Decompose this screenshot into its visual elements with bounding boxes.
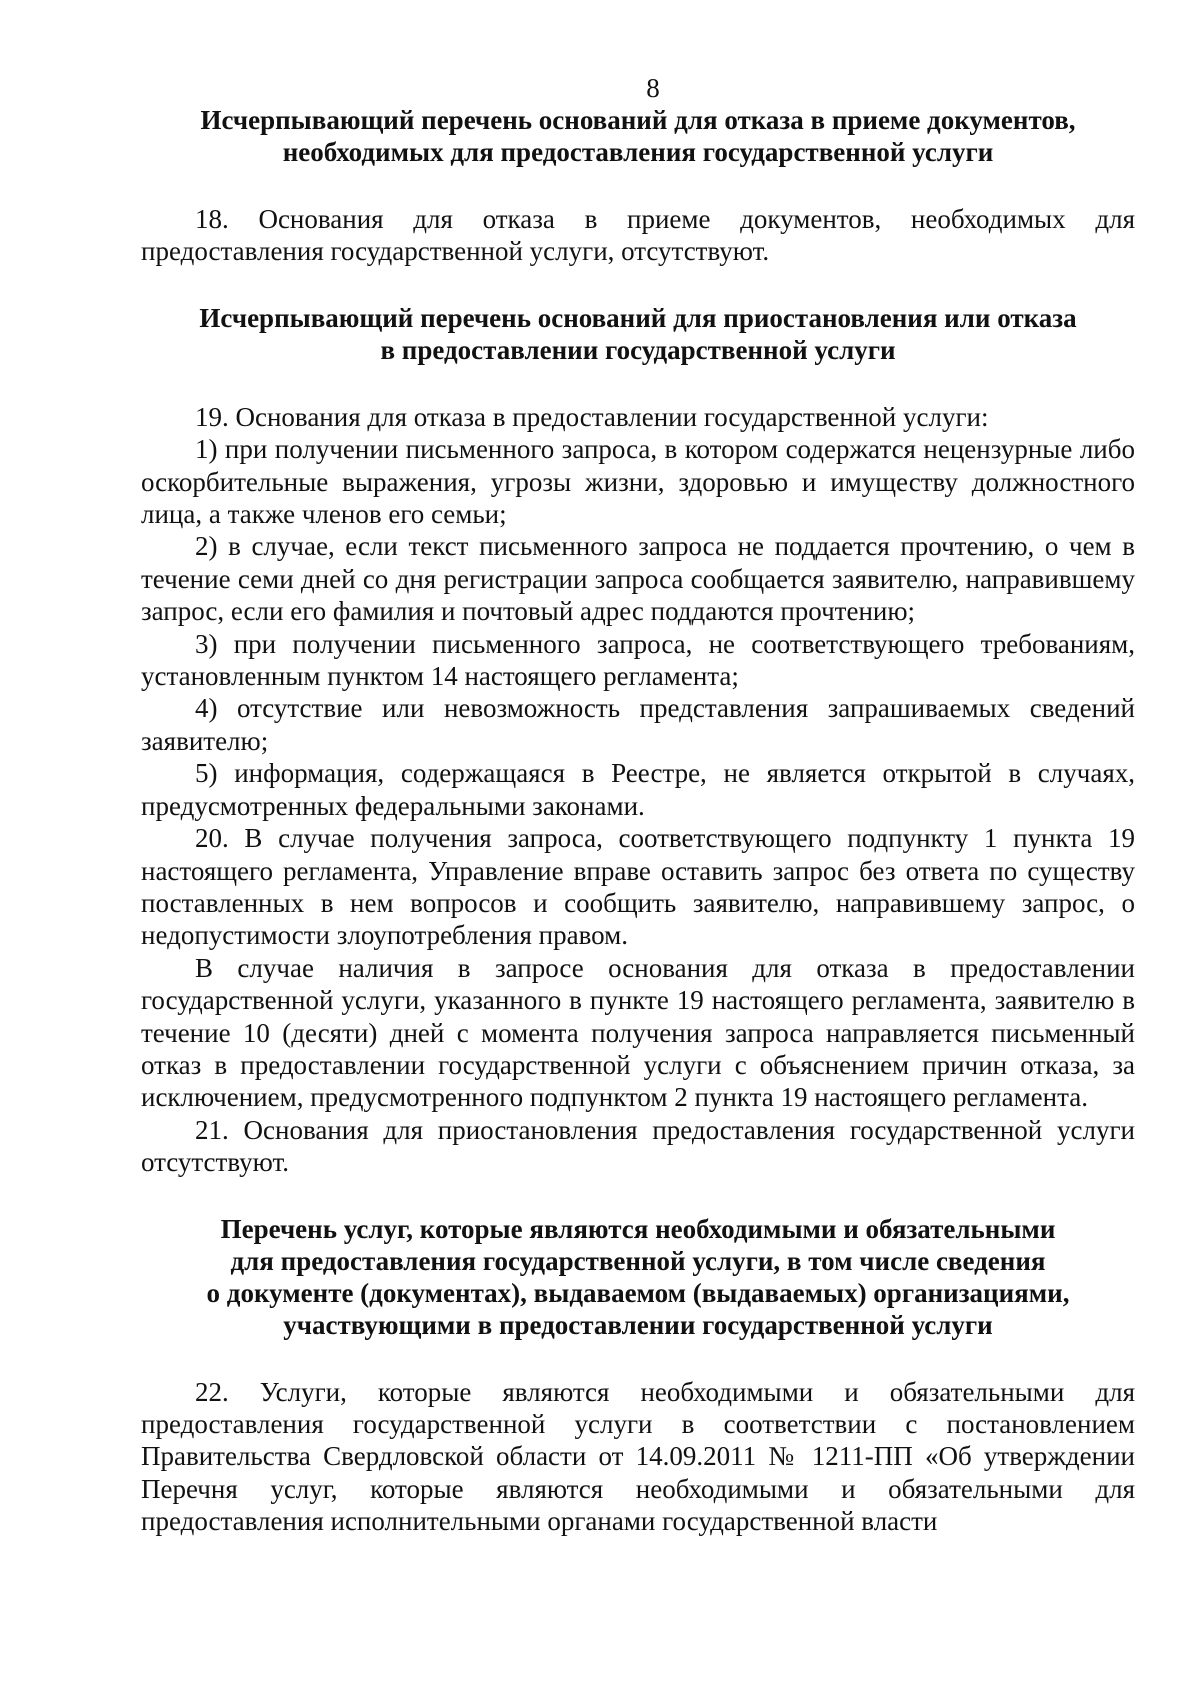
paragraph-22: 22. Услуги, которые являются необходимыми и обязательными для предоставления государственной услуги в соответствии с постановлением Правительства Свердловской области от 14.09.2011 № 1211-ПП «Об утверждении Перечня услуг, которые являются необходимыми и обязательными для предоставления исполнительными органами государственной власти: [141, 1376, 1135, 1537]
section-heading-suspension-refusal: [141, 302, 1135, 366]
paragraph-19-item-4: 4) отсутствие или невозможность представления запрашиваемых сведений заявителю;: [141, 693, 1135, 756]
paragraph-19-item-2: 2) в случае, если текст письменного запроса не поддается прочтению, о чем в течение семи дней со дня регистрации запроса сообщается заявителю, направившему запрос, если его фамилия и почтовый адрес поддаются прочтению;: [141, 531, 1135, 627]
page-content: [141, 72, 1135, 1538]
page-number: 8: [646, 73, 660, 103]
spacer: [141, 168, 1135, 203]
paragraph-19-item-1: 1) при получении письменного запроса, в котором содержатся нецензурные либо оскорбительные выражения, угрозы жизни, здоровью и имуществу должностного лица, а также членов его семьи;: [141, 434, 1135, 530]
heading-line: Исчерпывающий перечень оснований для приостановления или отказа: [199, 302, 1077, 333]
heading-line: участвующими в предоставлении государственной услуги: [283, 1309, 993, 1340]
section-heading-refusal-documents: [141, 104, 1135, 168]
spacer: [141, 268, 1135, 302]
heading-line: для предоставления государственной услуги, в том числе сведения: [230, 1245, 1046, 1276]
spacer: [141, 1341, 1135, 1376]
spacer: [141, 366, 1135, 401]
paragraph-20-continued: В случае наличия в запросе основания для отказа в предоставлении государственной услуги, указанного в пункте 19 настоящего регламента, заявителю в течение 10 (десяти) дней с момента получения запроса направляется письменный отказ в предоставлении государственной услуги с объяснением причин отказа, за исключением, предусмотренного подпунктом 2 пункта 19 настоящего регламента.: [141, 952, 1135, 1113]
paragraph-21: 21. Основания для приостановления предоставления государственной услуги отсутствуют.: [141, 1114, 1135, 1178]
paragraph-19-item-3: 3) при получении письменного запроса, не соответствующего требованиям, установленным пунктом 14 настоящего регламента;: [141, 628, 1135, 692]
paragraph-19: 19. Основания для отказа в предоставлении государственной услуги:: [195, 401, 989, 432]
heading-line: о документе (документах), выдаваемом (выдаваемых) организациями,: [206, 1277, 1070, 1308]
heading-line: необходимых для предоставления государственной услуги: [282, 137, 994, 167]
paragraph-19-item-5: 5) информация, содержащаяся в Реестре, не является открытой в случаях, предусмотренных федеральными законами.: [141, 758, 1135, 821]
heading-line: Исчерпывающий перечень оснований для отказа в приеме документов,: [200, 105, 1076, 135]
paragraph-20: 20. В случае получения запроса, соответствующего подпункту 1 пункта 19 настоящего регламента, Управление вправе оставить запрос без ответа по существу поставленных в нем вопросов и сообщить заявителю, направившему запрос, о недопустимости злоупотребления правом.: [141, 823, 1135, 951]
paragraph-18: 18. Основания для отказа в приеме документов, необходимых для предоставления государственной услуги, отсутствуют.: [141, 204, 1135, 267]
section-heading-required-services: [141, 1213, 1135, 1341]
heading-line: Перечень услуг, которые являются необходимыми и обязательными: [220, 1213, 1056, 1244]
heading-line: в предоставлении государственной услуги: [380, 334, 896, 365]
spacer: [141, 1179, 1135, 1213]
